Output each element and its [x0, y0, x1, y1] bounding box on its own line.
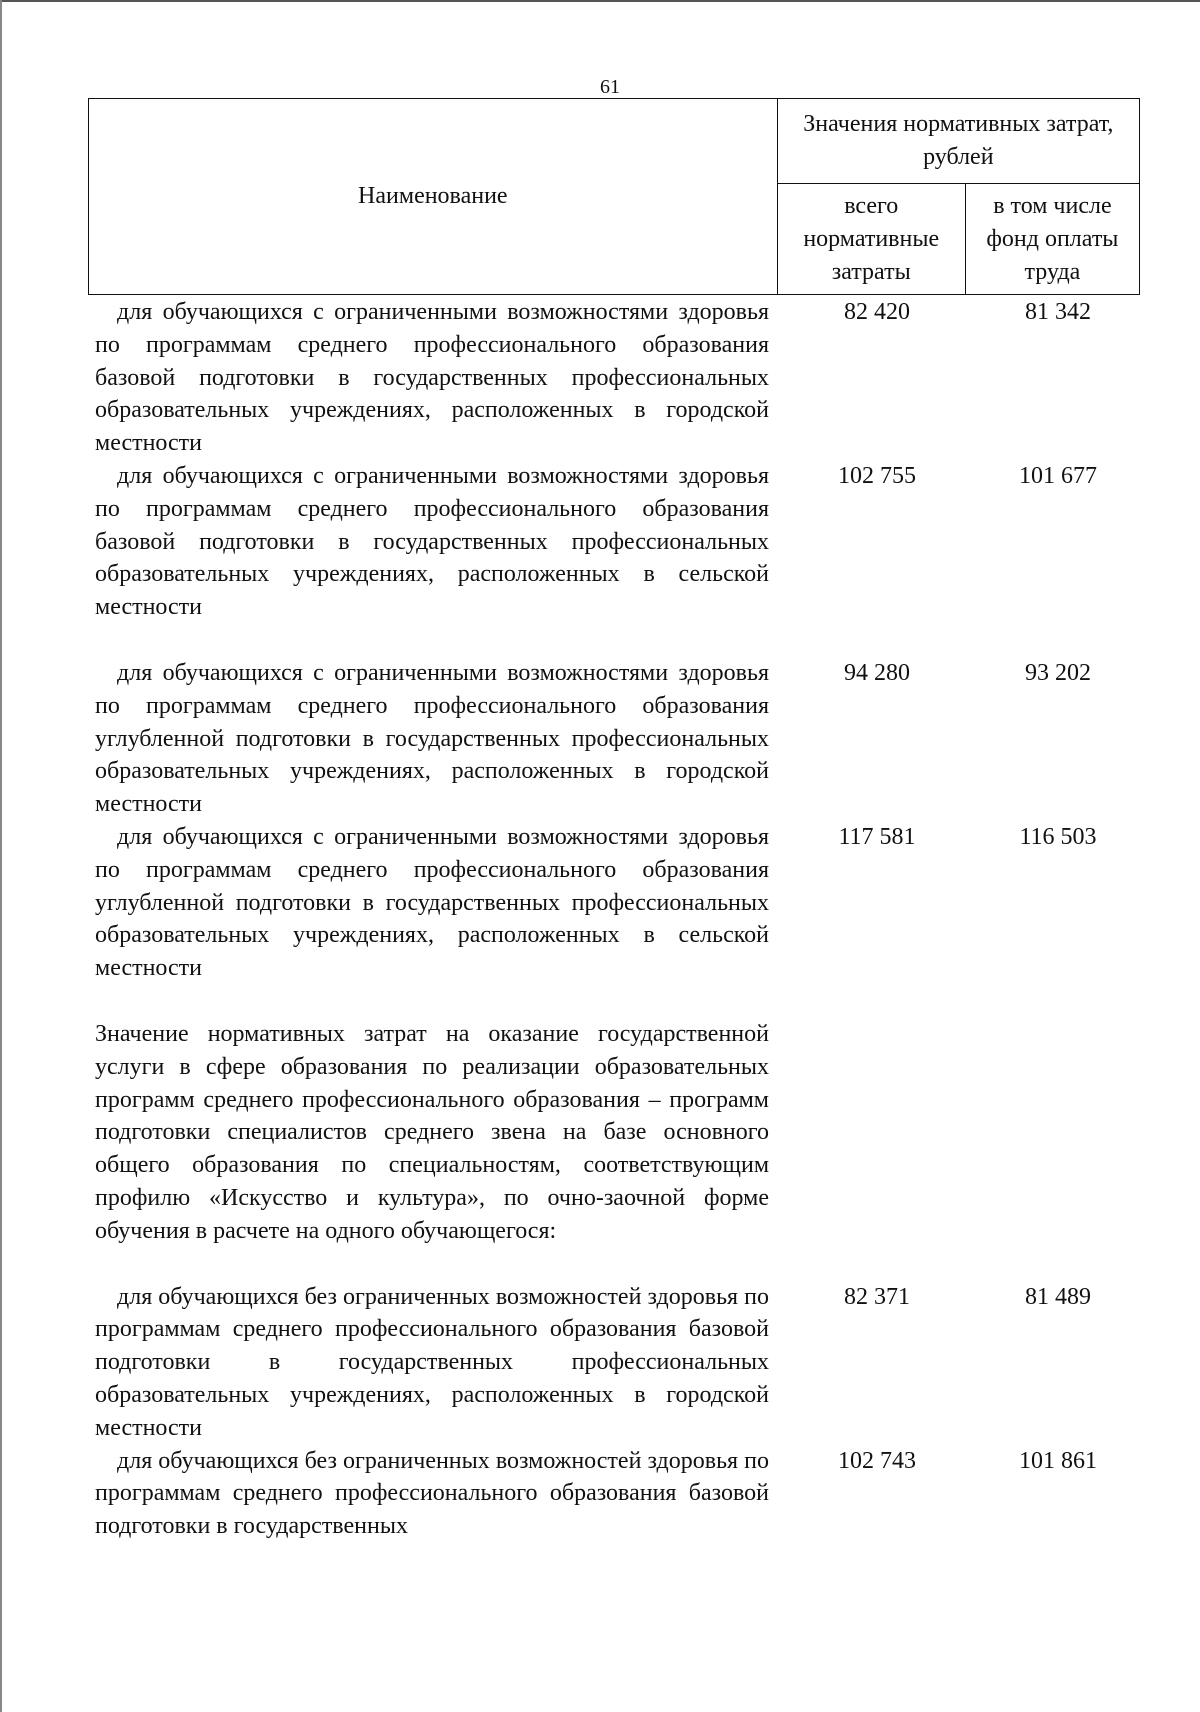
header-values-group: Значения нормативных затрат, рублей — [777, 99, 1139, 184]
row-name: для обучающихся без ограниченных возможностей здоровья по программам среднего профессионального образования базовой подготовки в государственных профессиональных образовательных учреждениях, расположенных в городской местности — [95, 1283, 769, 1441]
row-name: для обучающихся с ограниченными возможностями здоровья по программам среднего профессионального образования базовой подготовки в государственных профессиональных образовательных учреждениях, расположенных в сельской местности — [95, 462, 769, 621]
row-wage: 93 202 — [1025, 659, 1091, 686]
row-wage: 101 677 — [1019, 462, 1097, 489]
table-row — [95, 1018, 1140, 1248]
row-total: 94 280 — [844, 659, 910, 686]
header-name: Наименование — [89, 99, 778, 295]
row-total: 82 371 — [844, 1283, 910, 1310]
header-col-wage: в том числе фонд оплаты труда — [965, 184, 1139, 295]
row-name: Значение нормативных затрат на оказание государственной услуги в сфере образования по реализации образовательных программ среднего профессионального образования – программ подготовки специалистов среднего звена на базе основного общего образования по специальностям, соответствующим профилю «Искусство и культура», по очно-заочной форме обучения в расчете на одного обучающегося: — [95, 1020, 769, 1244]
table-row — [95, 296, 1140, 460]
table-row — [95, 657, 1140, 821]
table-header — [88, 98, 1140, 295]
row-wage: 116 503 — [1019, 823, 1097, 850]
row-total: 102 755 — [838, 462, 916, 489]
row-total: 117 581 — [838, 823, 916, 850]
table-body — [95, 296, 1140, 1543]
header-col-total: всего нормативные затраты — [777, 184, 965, 295]
row-name: для обучающихся без ограниченных возможностей здоровья по программам среднего профессионального образования базовой подготовки в государственных — [95, 1447, 769, 1540]
row-wage: 81 489 — [1025, 1283, 1091, 1310]
row-name: для обучающихся с ограниченными возможностями здоровья по программам среднего профессионального образования базовой подготовки в государственных профессиональных образовательных учреждениях, расположенных в городской местности — [95, 299, 769, 457]
row-wage: 101 861 — [1019, 1447, 1097, 1474]
row-total: 102 743 — [838, 1447, 916, 1474]
row-wage: 81 342 — [1025, 299, 1091, 325]
scan-edge-left — [0, 0, 2, 1712]
table-row — [95, 1445, 1140, 1543]
table-row — [95, 460, 1140, 624]
row-name: для обучающихся с ограниченными возможностями здоровья по программам среднего профессионального образования углубленной подготовки в государственных профессиональных образовательных учреждениях, расположенных в сельской местности — [95, 823, 769, 982]
table-row — [95, 1281, 1140, 1445]
row-total: 82 420 — [844, 299, 910, 325]
page-number: 61 — [600, 76, 620, 98]
row-name: для обучающихся с ограниченными возможностями здоровья по программам среднего профессионального образования углубленной подготовки в государственных профессиональных образовательных учреждениях, расположенных в городской местности — [95, 659, 769, 818]
table-row — [95, 821, 1140, 985]
scan-edge-top — [0, 0, 1200, 2]
